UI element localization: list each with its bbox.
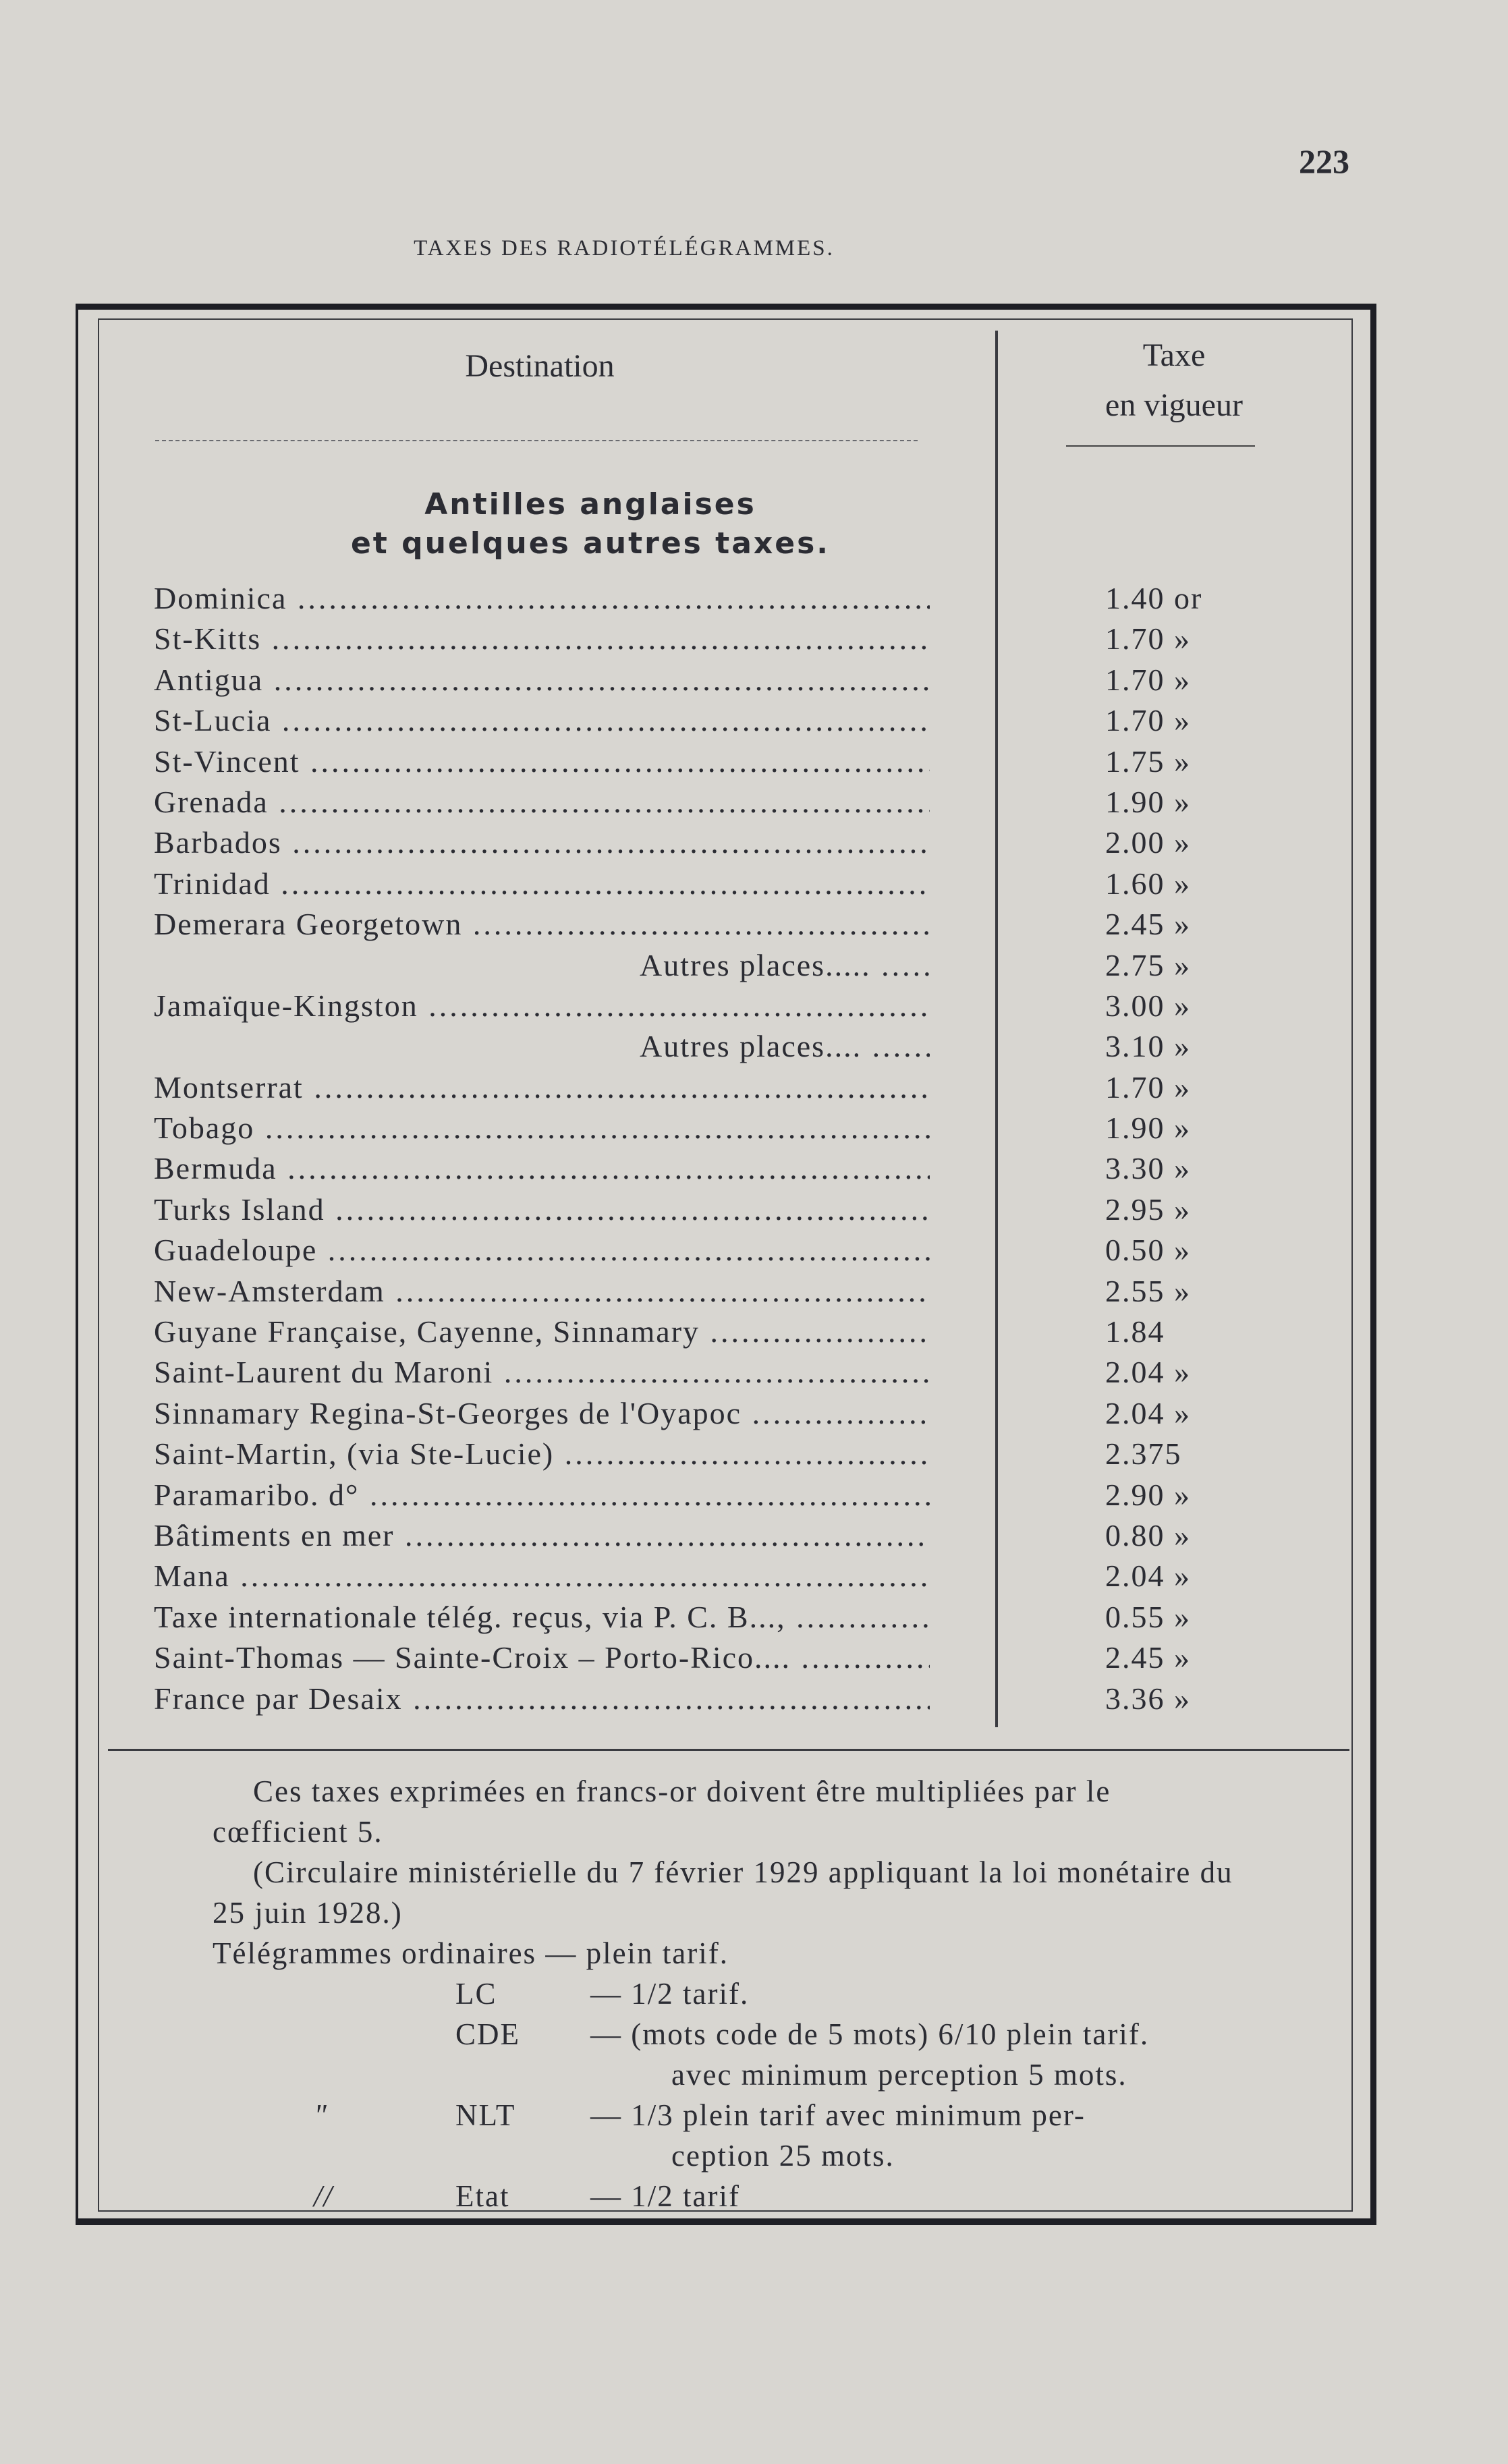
row-rate: 1.75 » — [1105, 744, 1191, 779]
row-destination: Guadeloupe ..... — [154, 1232, 930, 1268]
row-destination: St-Lucia ..... — [154, 702, 930, 738]
row-rate: 3.10 » — [1105, 1029, 1191, 1064]
row-destination: Dominica ..... — [154, 580, 930, 616]
tariff-code: CDE — [455, 2017, 520, 2051]
row-destination: Barbados ..... — [154, 824, 930, 860]
tariff-code: NLT — [455, 2098, 516, 2132]
table-row — [154, 744, 1328, 784]
table-row — [154, 702, 1328, 743]
row-rate: 1.70 » — [1105, 1069, 1191, 1104]
row-destination: Jamaïque-Kingston ..... — [154, 988, 930, 1024]
row-rate: 2.00 » — [1105, 825, 1191, 860]
table-notes-divider — [108, 1749, 1349, 1751]
tariff-mark: " — [314, 2098, 328, 2132]
row-rate: 1.84 — [1105, 1314, 1165, 1349]
row-rate: 2.55 » — [1105, 1273, 1191, 1308]
section-title-line1: Antilles anglaises — [424, 487, 756, 522]
row-rate: 2.45 » — [1105, 907, 1191, 942]
rate-header-line1: Taxe — [1142, 337, 1206, 373]
table-row — [154, 1314, 1328, 1354]
tariff-desc: — (mots code de 5 mots) 6/10 plein tarif. — [590, 2017, 1150, 2051]
row-destination: Saint-Laurent du Maroni ..... — [154, 1354, 930, 1390]
row-rate: 1.90 » — [1105, 1111, 1191, 1146]
table-row — [154, 1395, 1328, 1436]
row-destination: Demerara Georgetown ..... — [154, 906, 930, 942]
tariff-cont-text: ception 25 mots. — [671, 2139, 895, 2173]
rate-table-body — [154, 580, 1328, 1721]
row-destination: Taxe internationale télég. reçus, via P. C. B..., ..... — [154, 1599, 930, 1635]
row-destination: Autres places.... ..... — [640, 1028, 930, 1064]
tariff-code: Etat — [455, 2179, 510, 2213]
row-rate: 3.00 » — [1105, 988, 1191, 1023]
row-destination: Guyane Française, Cayenne, Sinnamary ..... — [154, 1314, 930, 1349]
rate-header-line2: en vigueur — [1105, 387, 1243, 423]
section-title-line2: et quelques autres taxes. — [350, 526, 831, 561]
row-destination: Trinidad ..... — [154, 866, 930, 901]
table-row — [154, 662, 1328, 702]
row-rate: 1.70 » — [1105, 703, 1191, 738]
row-destination: Saint-Martin, (via Ste-Lucie) ..... — [154, 1436, 930, 1472]
table-row — [154, 947, 1328, 988]
table-row — [154, 1069, 1328, 1110]
tariff-line — [213, 1973, 1252, 2014]
table-row — [154, 1150, 1328, 1191]
tariff-line — [213, 2014, 1252, 2054]
table-row — [154, 1192, 1328, 1232]
table-row — [154, 1681, 1328, 1721]
row-rate: 2.04 » — [1105, 1355, 1191, 1390]
row-rate: 1.40 or — [1105, 581, 1203, 615]
row-rate: 2.04 » — [1105, 1395, 1191, 1430]
row-rate: 1.60 » — [1105, 866, 1191, 901]
row-destination: Montserrat ..... — [154, 1069, 930, 1105]
column-header-destination: Destination — [465, 348, 615, 384]
table-row — [154, 1517, 1328, 1558]
note-multiplier: Ces taxes exprimées en francs-or doivent être multipliées par le cœfficient 5. — [213, 1774, 1111, 1849]
table-row — [154, 1558, 1328, 1598]
row-rate: 3.30 » — [1105, 1151, 1191, 1186]
row-rate: 2.375 — [1105, 1436, 1182, 1472]
row-destination: Turks Island ..... — [154, 1192, 930, 1227]
row-rate: 2.75 » — [1105, 947, 1191, 982]
tariff-line — [213, 2176, 1252, 2216]
row-rate: 2.45 » — [1105, 1640, 1191, 1675]
tariff-cont-text: avec minimum perception 5 mots. — [671, 2058, 1127, 2092]
row-destination: New-Amsterdam ..... — [154, 1273, 930, 1309]
row-rate: 1.90 » — [1105, 784, 1191, 819]
row-destination: Mana ..... — [154, 1558, 930, 1594]
row-rate: 1.70 » — [1105, 662, 1191, 697]
table-row — [154, 784, 1328, 824]
row-destination: France par Desaix ..... — [154, 1681, 930, 1716]
table-row — [154, 621, 1328, 661]
row-destination: St-Vincent ..... — [154, 744, 930, 779]
notes-block — [213, 1771, 1252, 2216]
row-destination: Bermuda ..... — [154, 1150, 930, 1186]
tariff-list — [213, 1973, 1252, 2216]
header-rate-rule — [1066, 445, 1255, 447]
row-destination: Paramaribo. d° ..... — [154, 1477, 930, 1513]
table-row — [154, 988, 1328, 1028]
header-dashed-rule — [155, 440, 918, 441]
table-row — [154, 866, 1328, 906]
row-destination: Bâtiments en mer ..... — [154, 1517, 930, 1553]
column-header-rate — [1039, 331, 1309, 430]
table-row — [154, 906, 1328, 947]
table-row — [154, 1599, 1328, 1640]
row-rate: 3.36 » — [1105, 1681, 1191, 1716]
table-row — [154, 824, 1328, 865]
row-destination: Sinnamary Regina-St-Georges de l'Oyapoc ..... — [154, 1395, 930, 1431]
row-destination: Grenada ..... — [154, 784, 930, 820]
row-rate: 1.70 » — [1105, 621, 1191, 656]
table-row — [154, 1232, 1328, 1272]
table-row — [154, 1110, 1328, 1150]
table-row — [154, 1354, 1328, 1395]
row-rate: 2.04 » — [1105, 1559, 1191, 1594]
table-row — [154, 1477, 1328, 1517]
note-ordinary: Télégrammes ordinaires — plein tarif. — [213, 1936, 729, 1970]
row-destination: Autres places..... ..... — [640, 947, 930, 983]
row-rate: 0.50 » — [1105, 1233, 1191, 1268]
row-rate: 0.55 » — [1105, 1599, 1191, 1634]
table-row — [154, 1436, 1328, 1476]
table-row — [154, 1640, 1328, 1680]
row-rate: 2.90 » — [1105, 1477, 1191, 1512]
tariff-continuation — [213, 2135, 1252, 2176]
row-destination: Saint-Thomas — Sainte-Croix – Porto-Rico.... ..... — [154, 1640, 930, 1675]
tariff-line — [213, 2095, 1252, 2135]
tariff-desc: — 1/3 plein tarif avec minimum per- — [590, 2098, 1086, 2132]
row-destination: St-Kitts ..... — [154, 621, 930, 656]
table-row — [154, 1273, 1328, 1314]
tariff-desc: — 1/2 tarif. — [590, 1977, 750, 2011]
table-row — [154, 1028, 1328, 1069]
tariff-continuation — [213, 2054, 1252, 2095]
row-destination: Antigua ..... — [154, 662, 930, 698]
tariff-desc: — 1/2 tarif — [590, 2179, 740, 2213]
row-destination: Tobago ..... — [154, 1110, 930, 1146]
note-circular: (Circulaire ministérielle du 7 février 1929 appliquant la loi monétaire du 25 juin 1928.) — [213, 1855, 1233, 1930]
row-rate: 0.80 » — [1105, 1517, 1191, 1552]
tariff-mark: // — [314, 2179, 334, 2213]
row-rate: 2.95 » — [1105, 1192, 1191, 1227]
running-head: TAXES DES RADIOTÉLÉGRAMMES. — [414, 236, 835, 260]
page-number: 223 — [1299, 142, 1349, 180]
table-row — [154, 580, 1328, 621]
tariff-code: LC — [455, 1977, 497, 2011]
